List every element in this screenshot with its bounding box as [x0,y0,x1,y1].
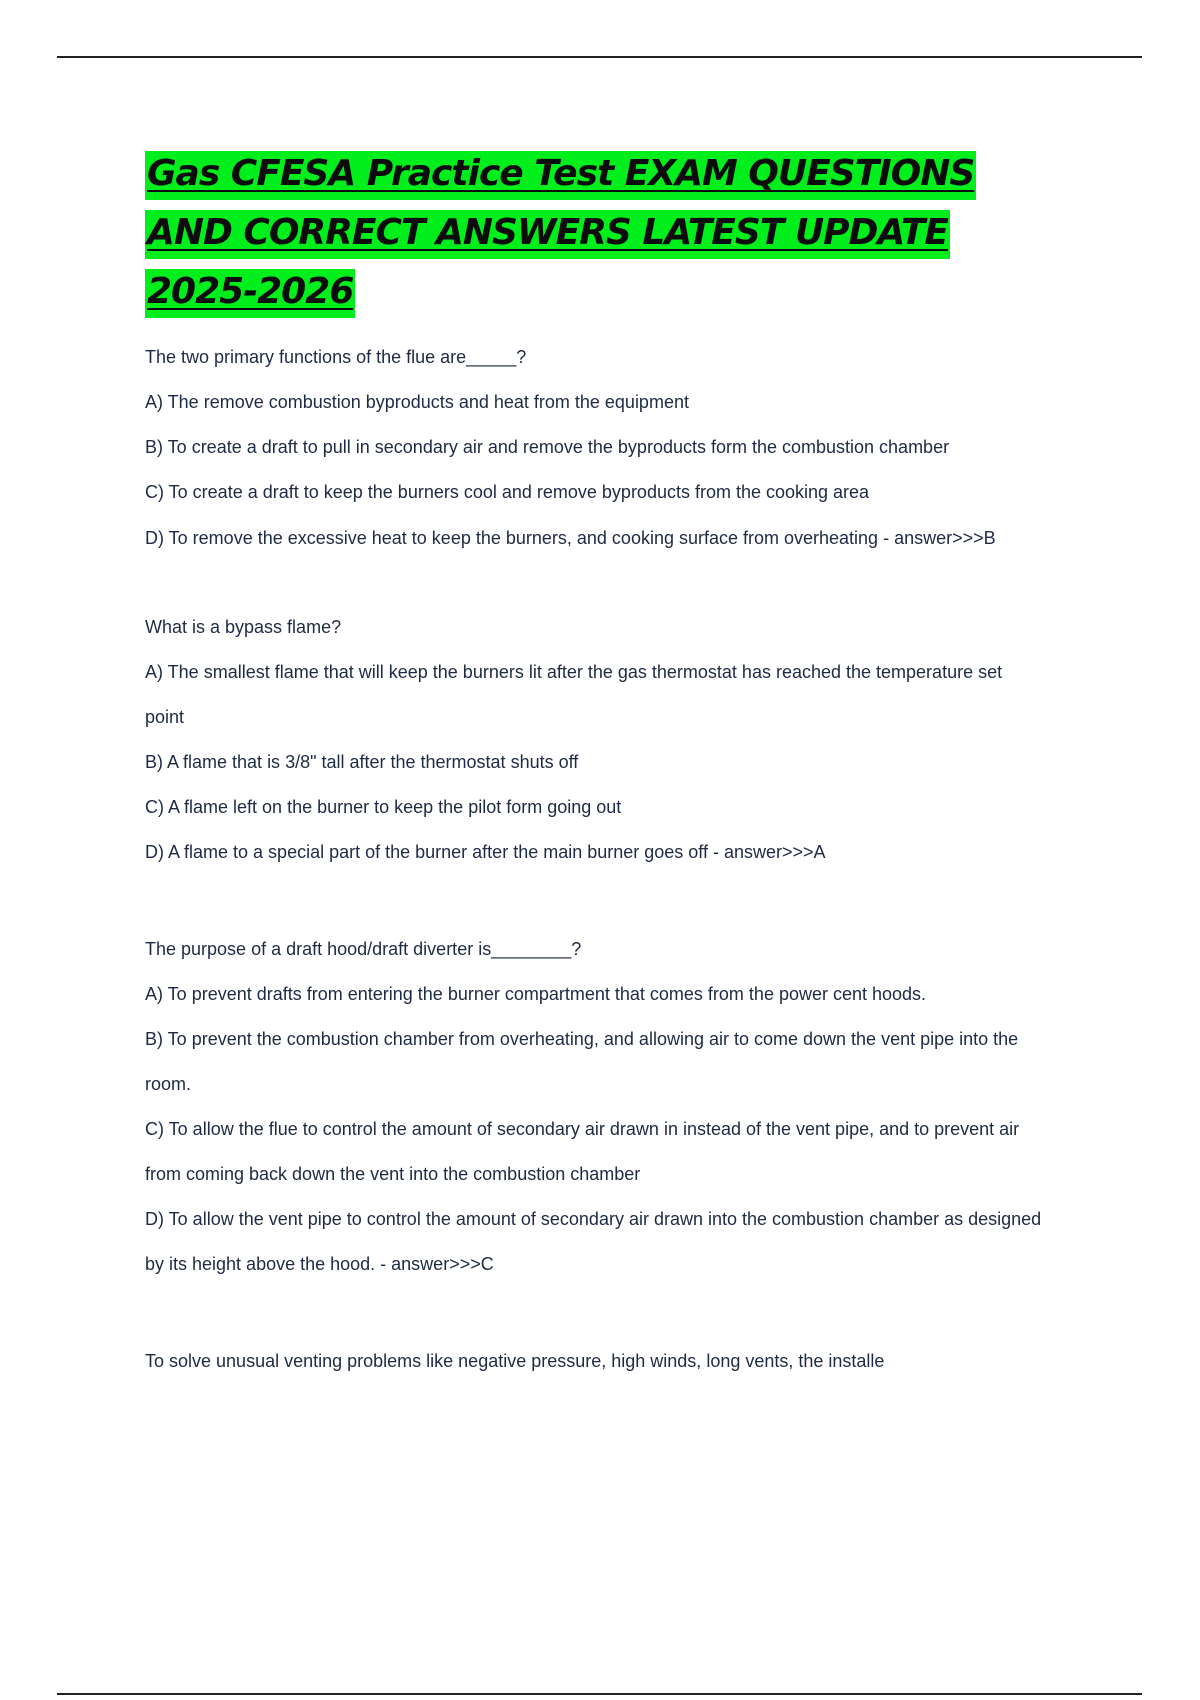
answer-option-d: D) To remove the excessive heat to keep the burners, and cooking surface from overheating - answer>>>B [145,528,996,548]
question-text: What is a bypass flame? [145,617,342,637]
answer-option-b: B) A flame that is 3/8" tall after the thermostat shuts off [145,752,579,772]
question-text: The two primary functions of the flue are_____? [145,347,527,367]
answer-option-c: C) To allow the flue to control the amount of secondary air drawn in instead of the vent pipe, and to prevent air from coming back down the vent into the combustion chamber [145,1119,1020,1184]
top-rule [57,56,1142,58]
answer-option-b: B) To prevent the combustion chamber from overheating, and allowing air to come down the vent pipe into the room. [145,1029,1019,1094]
bottom-rule [57,1693,1142,1695]
document-body [145,144,1045,1436]
question-block-1 [145,335,1045,553]
question-block-3 [145,927,1045,1287]
answer-option-a: A) The remove combustion byproducts and heat from the equipment [145,392,689,412]
title-highlight: Gas CFESA Practice Test EXAM QUESTIONS AND CORRECT ANSWERS LATEST UPDATE 2025-2026 [145,151,976,318]
answer-option-d: D) A flame to a special part of the burner after the main burner goes off - answer>>>A [145,842,826,862]
question-text: To solve unusual venting problems like negative pressure, high winds, long vents, the installe [145,1351,885,1371]
answer-option-a: A) To prevent drafts from entering the burner compartment that comes from the power cent hoods. [145,984,927,1004]
question-text: The purpose of a draft hood/draft diverter is________? [145,939,582,959]
answer-option-c: C) A flame left on the burner to keep the pilot form going out [145,797,622,817]
answer-option-b: B) To create a draft to pull in secondary air and remove the byproducts form the combustion chamber [145,437,950,457]
answer-option-a: A) The smallest flame that will keep the burners lit after the gas thermostat has reached the temperature set point [145,662,1003,727]
answer-option-d: D) To allow the vent pipe to control the amount of secondary air drawn into the combustion chamber as designed by its height above the hood. - answer>>>C [145,1209,1042,1274]
question-block-2 [145,605,1045,875]
question-block-4 [145,1339,1045,1384]
document-title [145,144,1045,321]
answer-option-c: C) To create a draft to keep the burners cool and remove byproducts from the cooking area [145,482,870,502]
